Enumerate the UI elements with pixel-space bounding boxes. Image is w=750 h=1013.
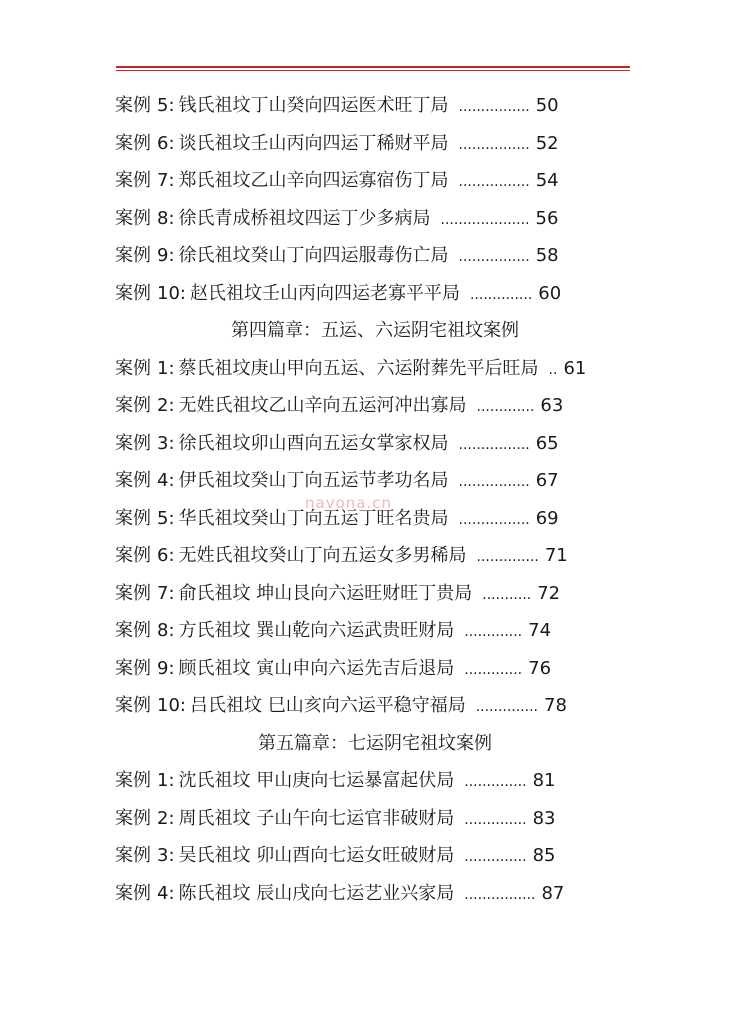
toc-entry-leader: ..............	[475, 699, 539, 715]
toc-entry-title: 赵氏祖坟壬山丙向四运老寡平平局	[189, 282, 460, 304]
toc-entry[interactable]	[115, 575, 560, 612]
toc-entry-leader: ..............	[464, 774, 527, 790]
header-rule-thin	[116, 70, 630, 71]
toc-entry-leader: ................	[458, 136, 530, 153]
toc-entry-title: 华氏祖坟癸山丁向五运丁旺名贵局	[178, 507, 449, 529]
toc-entry-title: 俞氏祖坟 坤山艮向六运旺财旺丁贵局	[178, 582, 473, 604]
toc-entry-page: 56	[535, 207, 559, 229]
toc-entry-leader: ...........	[482, 586, 532, 603]
toc-entry-label: 案例	[115, 807, 151, 829]
toc-entry-label: 案例	[115, 657, 151, 679]
toc-entry-page: 61	[563, 357, 587, 379]
toc-entry-title: 伊氏祖坟癸山丁向五运节孝功名局	[178, 470, 449, 491]
toc-entry-number: 2:	[157, 395, 175, 416]
toc-entry-title: 陈氏祖坟 辰山戌向七运艺业兴家局	[178, 882, 455, 904]
toc-entry-page: 58	[535, 245, 559, 266]
toc-entry-number: 8:	[157, 620, 175, 641]
toc-entry-label: 案例	[115, 395, 151, 416]
toc-entry-number: 6:	[157, 132, 175, 154]
toc-entry-page: 63	[540, 395, 564, 416]
toc-entry-number: 2:	[157, 807, 175, 829]
toc-entry-label: 案例	[115, 845, 151, 866]
header-rule-thick	[116, 66, 630, 68]
toc-entry-title: 方氏祖坟 巽山乾向六运武贵旺财局	[178, 620, 455, 641]
toc-entry-number: 4:	[157, 882, 175, 904]
toc-entry-leader: ................	[458, 174, 530, 190]
toc-entry-label: 案例	[115, 582, 151, 604]
toc-entry-leader: ..............	[464, 811, 527, 828]
toc-entry-label: 案例	[115, 132, 151, 154]
toc-entry[interactable]	[115, 837, 555, 874]
toc-entry-number: 3:	[157, 845, 175, 866]
toc-entry-number: 8:	[157, 207, 175, 229]
chapter-heading: 第四篇章：五运、六运阴宅祖坟案例	[231, 320, 519, 341]
toc-entry-page: 81	[532, 770, 556, 791]
toc-entry[interactable]	[115, 162, 559, 199]
toc-entry-title: 钱氏祖坟丁山癸向四运医术旺丁局	[178, 95, 449, 116]
toc-entry-label: 案例	[115, 470, 151, 491]
toc-entry-leader: ................	[458, 511, 530, 528]
toc-entry-label: 案例	[115, 357, 151, 379]
toc-entry-title: 沈氏祖坟 甲山庚向七运暴富起伏局	[178, 770, 455, 791]
toc-entry-label: 案例	[115, 620, 151, 641]
toc-entry-number: 7:	[157, 582, 175, 604]
toc-entry[interactable]	[115, 875, 564, 912]
toc-entry-title: 谈氏祖坟壬山丙向四运丁稀财平局	[178, 132, 449, 154]
toc-entry-leader: .............	[464, 661, 523, 678]
toc-entry[interactable]	[115, 650, 551, 687]
toc-entry-title: 无姓氏祖坟乙山辛向五运河冲出寡局	[178, 395, 467, 416]
toc-entry[interactable]	[115, 425, 559, 462]
toc-entry-leader: ..............	[476, 549, 539, 565]
toc-entry-page: 67	[535, 470, 559, 491]
toc-entry-page: 50	[535, 95, 559, 116]
toc-entry-title: 无姓氏祖坟癸山丁向五运女多男稀局	[178, 545, 467, 566]
toc-entry-number: 4:	[157, 470, 175, 491]
toc-entry[interactable]	[115, 762, 555, 799]
chapter-heading: 第五篇章：七运阴宅祖坟案例	[258, 732, 492, 754]
toc-entry[interactable]	[115, 537, 568, 574]
toc-entry-page: 76	[528, 657, 552, 679]
toc-entry-number: 9:	[157, 245, 175, 266]
toc-entry-number: 7:	[157, 170, 175, 191]
toc-entry-label: 案例	[115, 770, 151, 791]
toc-entry-page: 85	[532, 845, 556, 866]
toc-entry-title: 徐氏祖坟卯山酉向五运女掌家权局	[178, 432, 449, 454]
toc-entry[interactable]	[115, 125, 559, 162]
toc-entry-leader: ..............	[464, 849, 527, 865]
toc-entry[interactable]	[115, 687, 567, 724]
watermark: navona.cn	[305, 494, 392, 512]
toc-entry-leader: ................	[458, 99, 530, 115]
toc-entry-number: 9:	[157, 657, 175, 679]
toc-entry[interactable]	[115, 200, 558, 237]
toc-entry-leader: .............	[476, 399, 535, 415]
toc-entry-label: 案例	[115, 207, 151, 229]
toc-entry-number: 1:	[157, 770, 175, 791]
toc-entry[interactable]	[115, 387, 563, 424]
toc-entry-label: 案例	[115, 695, 151, 716]
toc-entry[interactable]	[115, 275, 561, 312]
toc-entry[interactable]	[115, 350, 586, 387]
toc-entry-leader: ................	[458, 249, 530, 265]
toc-entry[interactable]	[115, 800, 555, 837]
toc-entry-title: 吕氏祖坟 巳山亥向六运平稳守福局	[189, 695, 466, 716]
toc-entry-number: 6:	[157, 545, 175, 566]
toc-entry-page: 52	[535, 132, 559, 154]
toc-entry-leader: ..	[548, 361, 558, 378]
toc-entry-label: 案例	[115, 170, 151, 191]
toc-entry-page: 71	[544, 545, 568, 566]
toc-entry-label: 案例	[115, 95, 151, 116]
toc-entry-number: 5:	[157, 507, 175, 529]
toc-entry-title: 徐氏祖坟癸山丁向四运服毒伤亡局	[178, 245, 449, 266]
toc-entry-title: 郑氏祖坟乙山辛向四运寡宿伤丁局	[178, 170, 449, 191]
toc-entry-page: 78	[544, 695, 567, 716]
toc-entry[interactable]	[115, 237, 559, 274]
toc-entry-number: 1:	[157, 357, 175, 379]
toc-entry-number: 5:	[157, 95, 175, 116]
toc-entry-page: 74	[528, 620, 552, 641]
toc-entry-number: 10:	[157, 282, 186, 304]
toc-entry-title: 吴氏祖坟 卯山酉向七运女旺破财局	[178, 845, 455, 866]
toc-entry-number: 3:	[157, 432, 175, 454]
toc-entry-leader: ..............	[469, 286, 533, 303]
toc-entry-title: 徐氏青成桥祖坟四运丁少多病局	[178, 207, 431, 229]
toc-entry-leader: ................	[464, 886, 536, 903]
toc-entry-page: 65	[535, 432, 559, 454]
toc-entry-title: 蔡氏祖坟庚山甲向五运、六运附葬先平后旺局	[178, 357, 539, 379]
toc-entry-leader: .............	[464, 624, 523, 640]
toc-entry-label: 案例	[115, 882, 151, 904]
toc-entry-title: 顾氏祖坟 寅山申向六运先吉后退局	[178, 657, 455, 679]
toc-entry[interactable]	[115, 87, 559, 124]
toc-entry-page: 54	[535, 170, 559, 191]
toc-entry-number: 10:	[157, 695, 186, 716]
toc-entry-page: 87	[541, 882, 565, 904]
toc-entry-title: 周氏祖坟 子山午向七运官非破财局	[178, 807, 455, 829]
toc-entry-leader: ................	[458, 474, 530, 490]
toc-entry-page: 69	[535, 507, 559, 529]
toc-entry-page: 72	[537, 582, 561, 604]
toc-entry-leader: ....................	[440, 211, 530, 228]
toc-entry-page: 60	[538, 282, 562, 304]
toc-entry-label: 案例	[115, 507, 151, 529]
toc-entry-label: 案例	[115, 432, 151, 454]
toc-entry-label: 案例	[115, 545, 151, 566]
toc-entry-page: 83	[532, 807, 556, 829]
toc-entry-label: 案例	[115, 245, 151, 266]
toc-entry-leader: ................	[458, 436, 530, 453]
toc-entry[interactable]	[115, 612, 551, 649]
toc-entry-label: 案例	[115, 282, 151, 304]
